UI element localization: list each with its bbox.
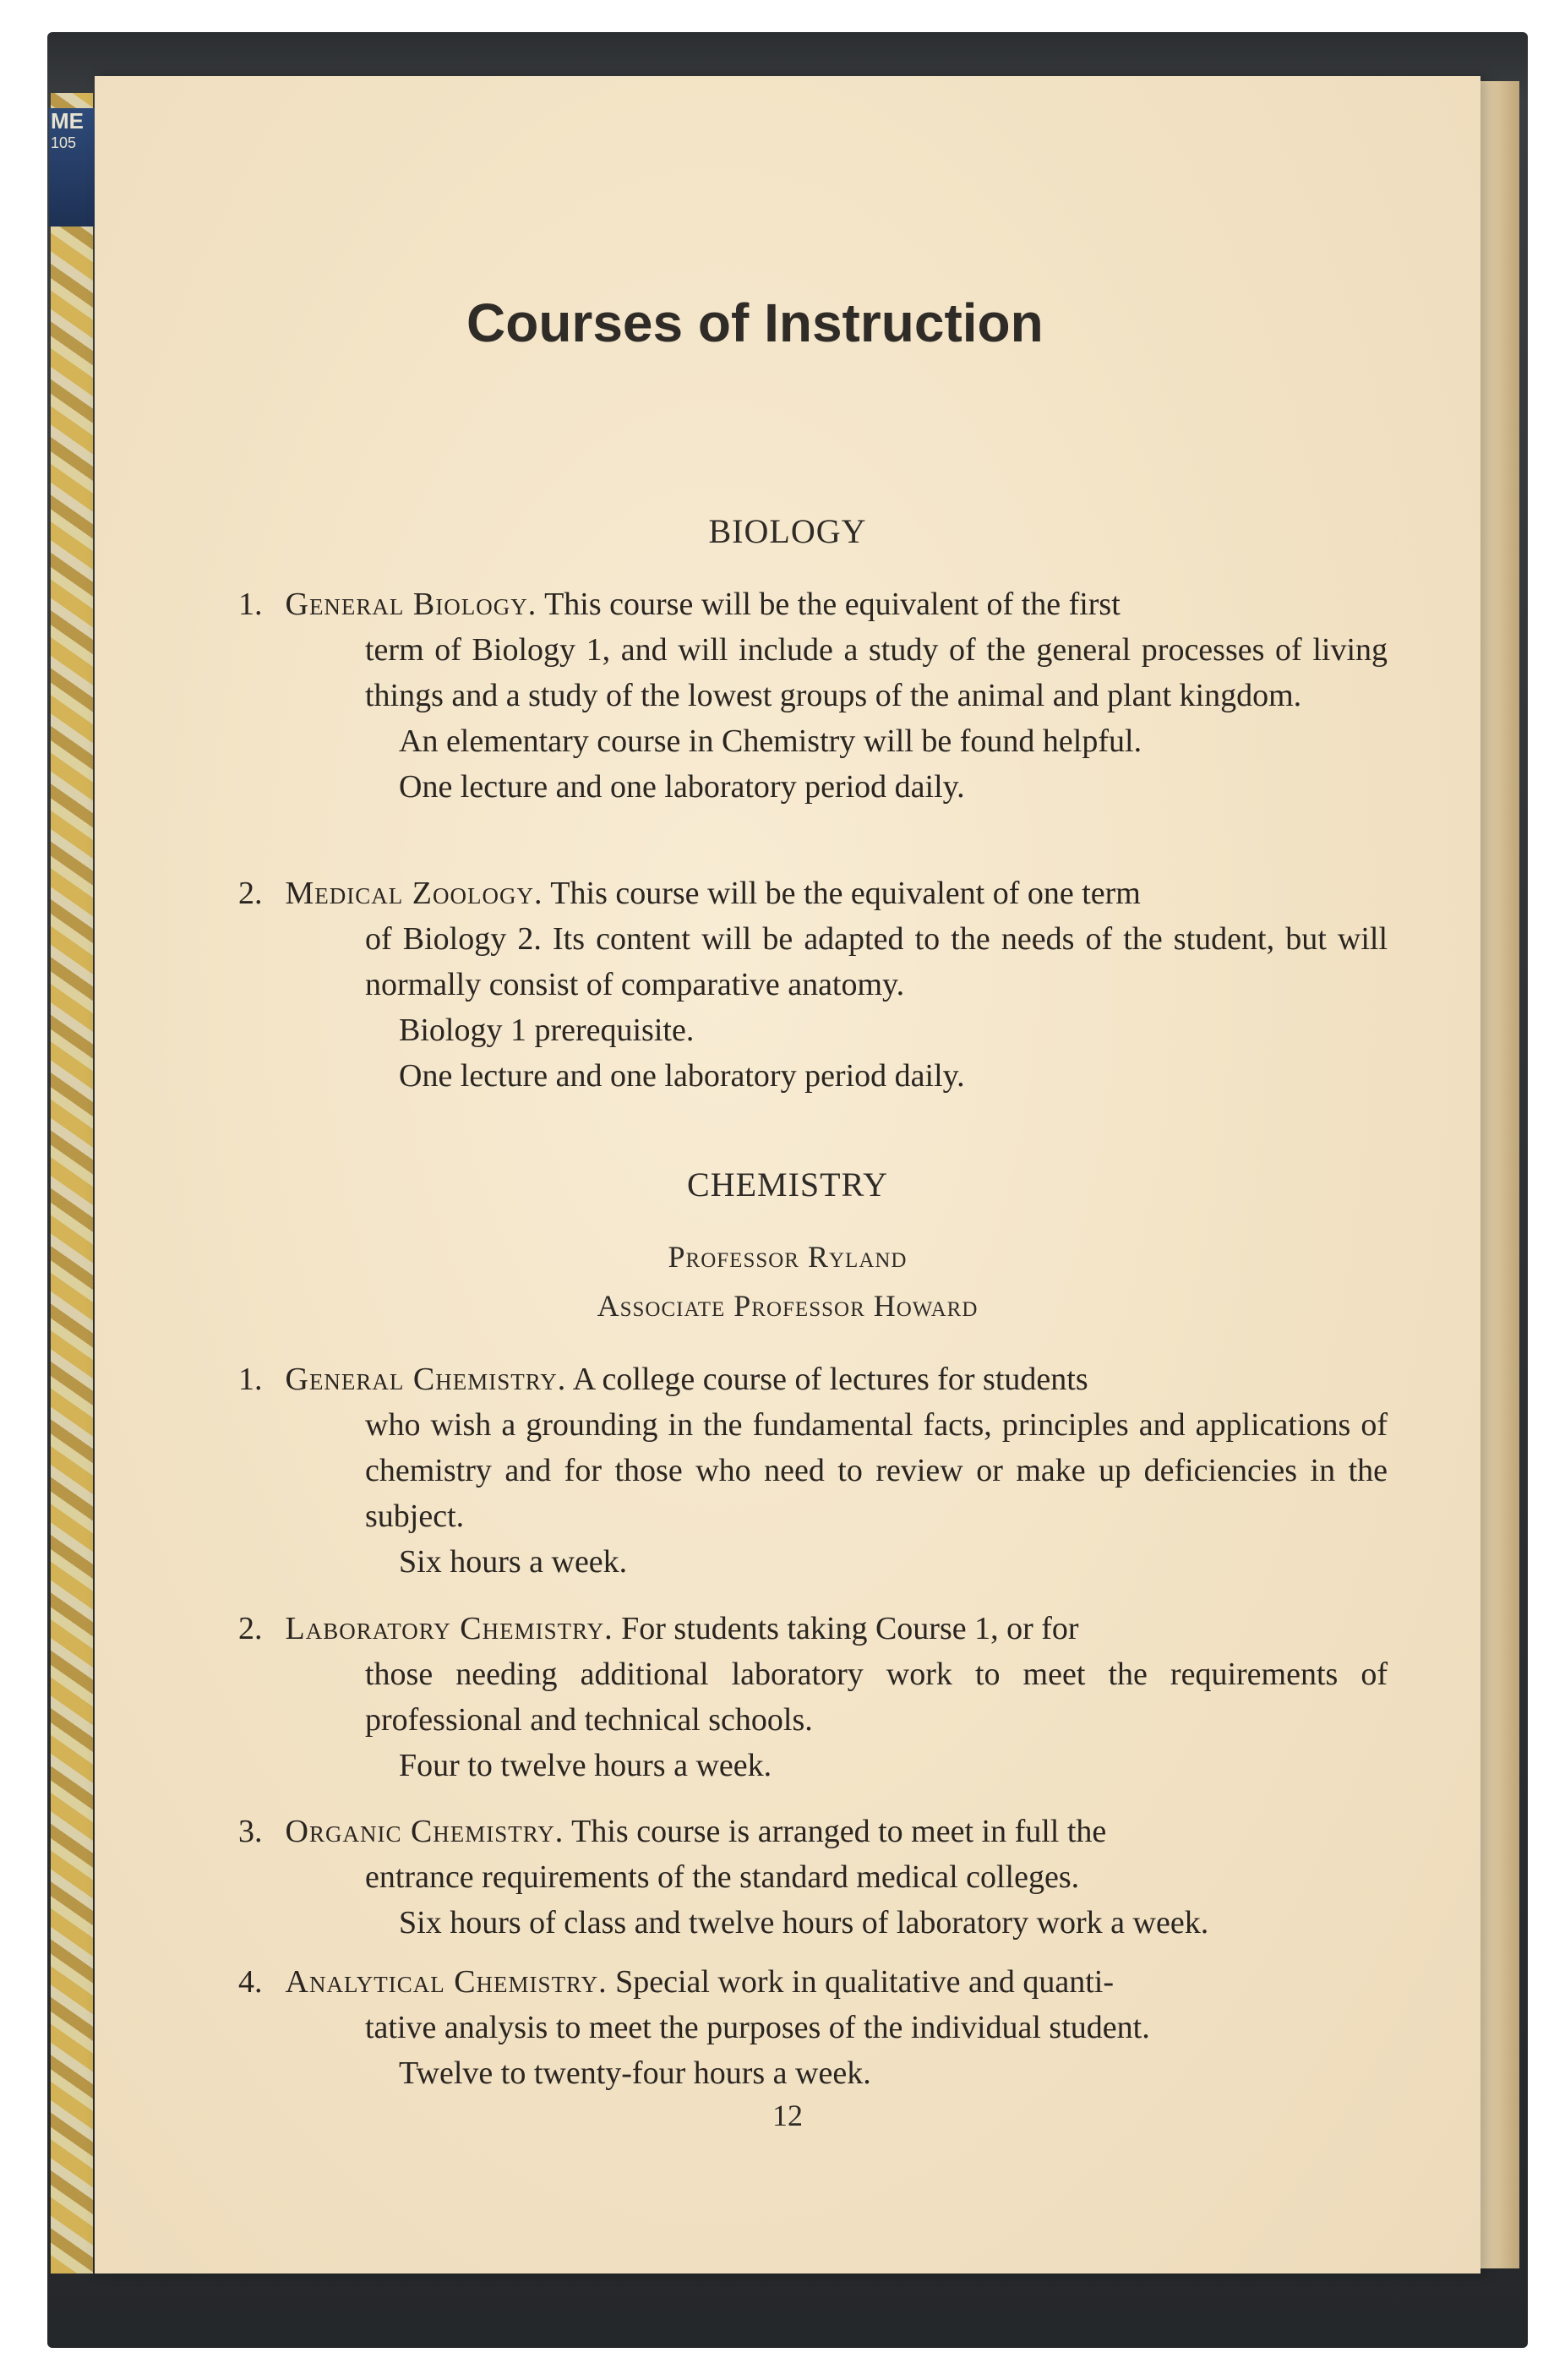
course-number: 4.	[238, 1964, 263, 2000]
course-description: This course is arranged to meet in full the	[571, 1814, 1107, 1849]
course-note: One lecture and one laboratory period daily.	[399, 769, 965, 805]
course-number: 2.	[238, 1611, 263, 1646]
faculty-associate-professor: Associate Professor Howard	[597, 1289, 979, 1323]
course-description-continued: entrance requirements of the standard medical colleges.	[365, 1859, 1080, 1895]
course-note: One lecture and one laboratory period daily.	[399, 1058, 965, 1094]
course-note: An elementary course in Chemistry will be found helpful.	[399, 723, 1142, 759]
spine-label-line1: ME	[51, 108, 84, 134]
course-name: Analytical Chemistry.	[285, 1964, 608, 2000]
course-note: Biology 1 prerequisite.	[399, 1013, 695, 1048]
course-first-line	[238, 1606, 1388, 1651]
course-first-line	[238, 1809, 1388, 1854]
course-description-continued: of Biology 2. Its content will be adapted to the needs of the student, but will normally consist of comparative anatomy.	[365, 921, 1388, 1002]
course-name: General Chemistry.	[285, 1362, 567, 1397]
chemistry-course-1	[238, 1356, 1388, 1585]
page-edge	[1480, 81, 1519, 2268]
course-first-line	[238, 581, 1388, 627]
course-note: Four to twelve hours a week.	[399, 1748, 772, 1783]
course-number: 2.	[238, 876, 263, 911]
course-name: Laboratory Chemistry.	[285, 1611, 613, 1646]
course-note: Six hours of class and twelve hours of laboratory work a week.	[399, 1905, 1209, 1941]
course-name: General Biology.	[285, 587, 537, 622]
chemistry-course-2	[238, 1606, 1388, 1788]
course-description: This course will be the equivalent of one term	[550, 876, 1141, 911]
course-description: For students taking Course 1, or for	[621, 1611, 1079, 1646]
course-note: Six hours a week.	[399, 1544, 628, 1580]
book-page	[95, 76, 1480, 2274]
chemistry-course-3	[238, 1809, 1388, 1946]
course-description: A college course of lectures for students	[572, 1362, 1088, 1397]
biology-course-2	[238, 871, 1388, 1099]
course-note: Twelve to twenty-four hours a week.	[399, 2055, 871, 2091]
page-content	[95, 76, 1480, 2274]
biology-heading: BIOLOGY	[708, 512, 867, 550]
course-number: 1.	[238, 587, 263, 622]
course-number: 3.	[238, 1814, 263, 1849]
course-description-continued: term of Biology 1, and will include a study of the general processes of living things and a study of the lowest groups of the animal and plant kingdom.	[365, 632, 1388, 713]
course-number: 1.	[238, 1362, 263, 1397]
spine-label-line2: 105	[51, 134, 77, 151]
biology-course-1	[238, 581, 1388, 810]
faculty-professor: Professor Ryland	[668, 1240, 908, 1274]
page-title: Courses of Instruction	[466, 292, 1044, 353]
course-name: Organic Chemistry.	[285, 1814, 564, 1849]
chemistry-heading: CHEMISTRY	[687, 1165, 888, 1204]
spine-label	[49, 108, 95, 227]
course-first-line	[238, 871, 1388, 916]
course-description-continued: tative analysis to meet the purposes of the individual student.	[365, 2010, 1150, 2045]
chemistry-course-4	[238, 1959, 1388, 2096]
course-first-line	[238, 1356, 1388, 1402]
page-number: 12	[772, 2099, 803, 2132]
course-name: Medical Zoology.	[285, 876, 543, 911]
course-description: This course will be the equivalent of the first	[544, 587, 1121, 622]
course-description-continued: those needing additional laboratory work to meet the requirements of professional and technical schools.	[365, 1657, 1388, 1738]
spine-pattern	[51, 93, 93, 2274]
course-first-line	[238, 1959, 1388, 2005]
course-description: Special work in qualitative and quanti-	[615, 1964, 1114, 2000]
course-description-continued: who wish a grounding in the fundamental facts, principles and applications of chemistry and for those who need to review or make up deficiencies in the subject.	[365, 1407, 1388, 1534]
